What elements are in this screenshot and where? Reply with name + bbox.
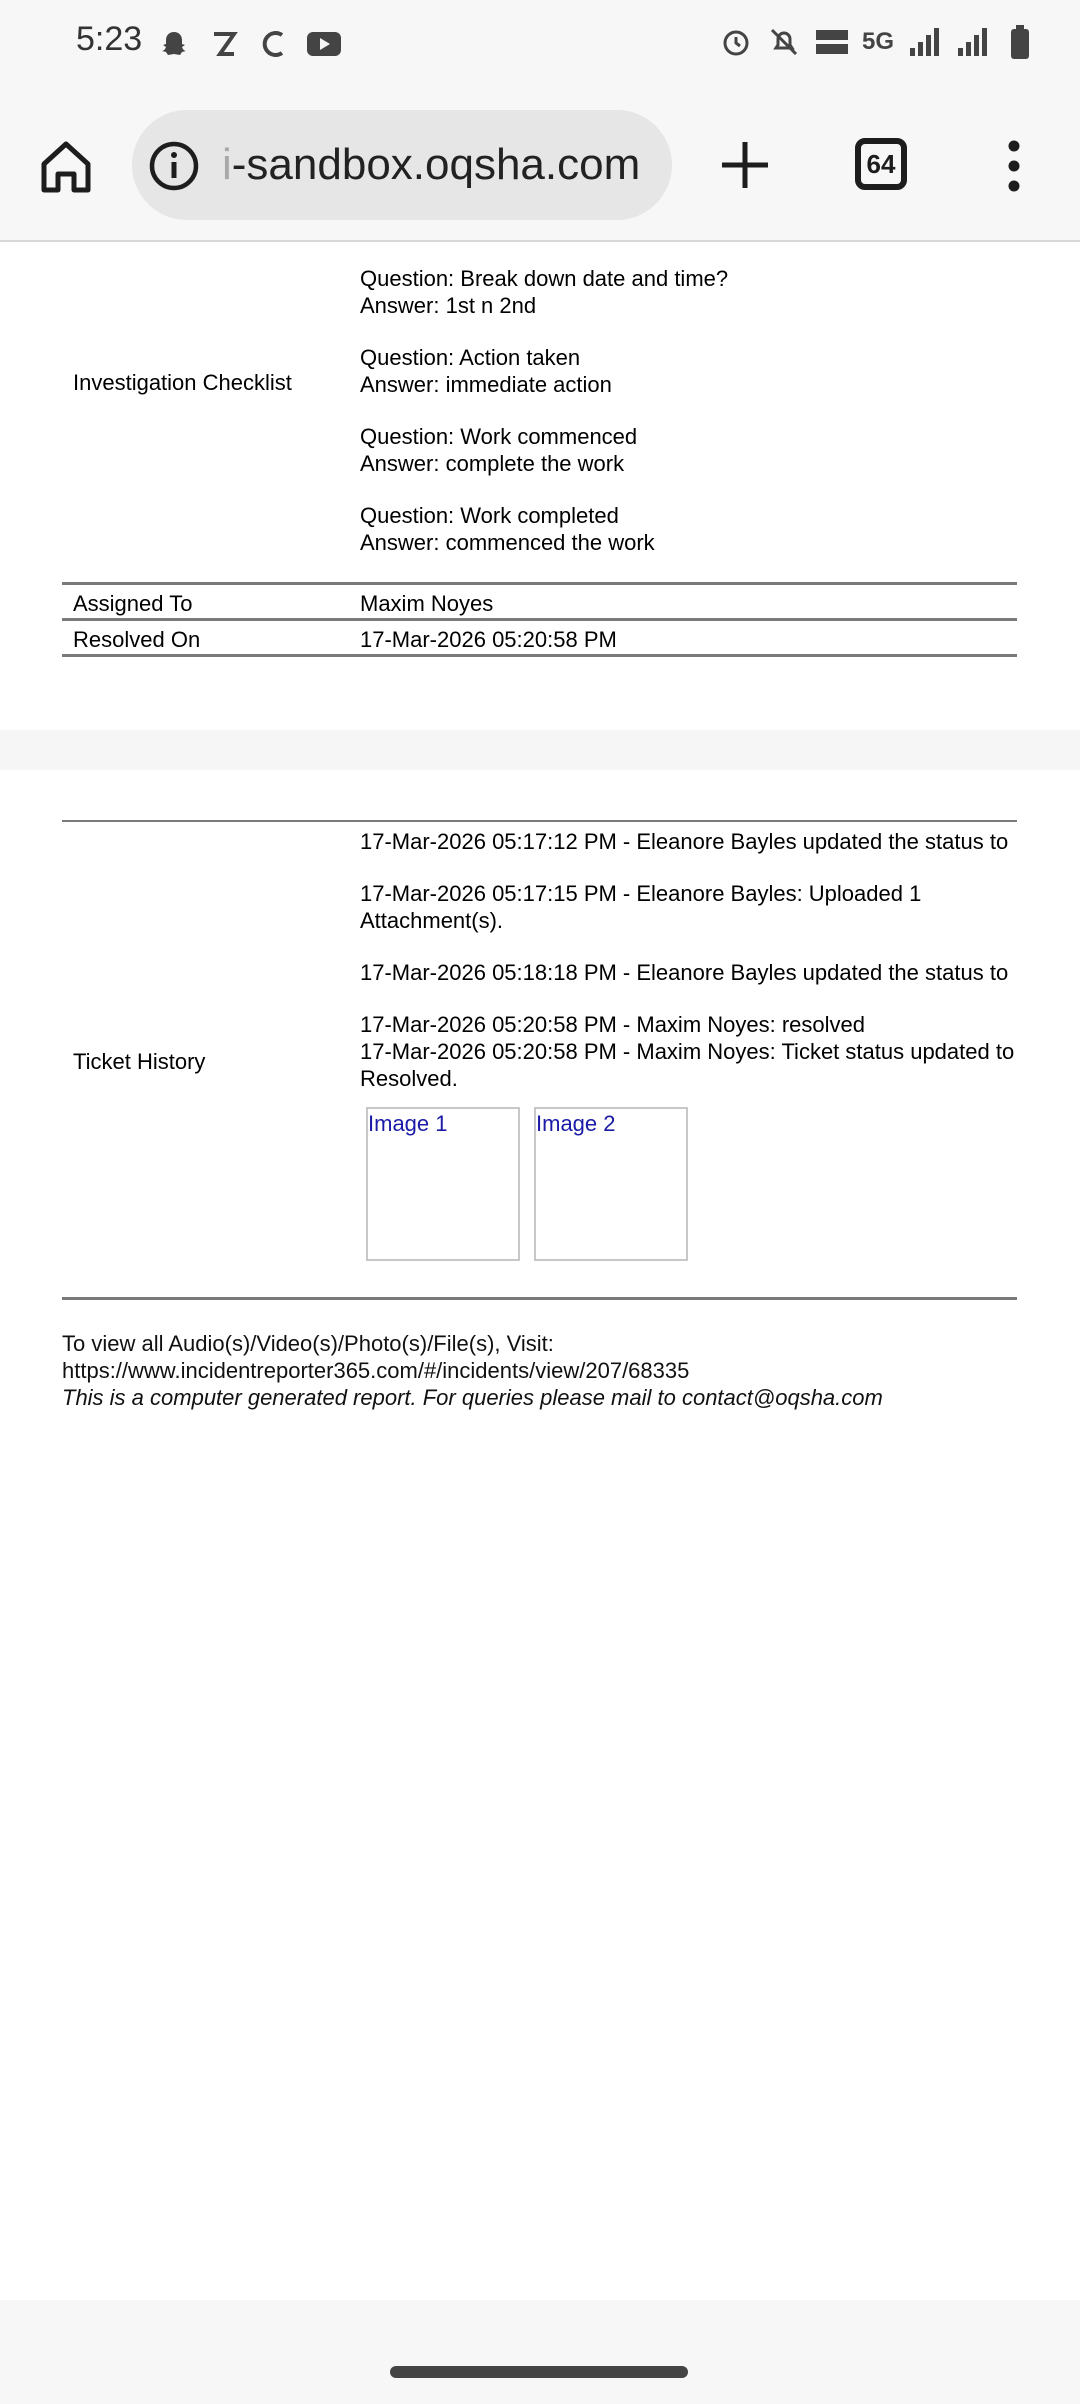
- ticket-history-label: Ticket History: [73, 1049, 206, 1074]
- row-divider: [62, 582, 1017, 585]
- investigation-label: Investigation Checklist: [73, 370, 292, 395]
- browser-toolbar: [0, 88, 1080, 242]
- checklist-item: [360, 265, 728, 319]
- image-link[interactable]: Image 1: [368, 1111, 448, 1136]
- site-info-button[interactable]: [148, 140, 200, 192]
- checklist-item: [360, 423, 728, 477]
- row-divider: [62, 618, 1017, 621]
- youtube-icon: [306, 24, 342, 64]
- row-divider: [62, 654, 1017, 657]
- resolved-on-label: Resolved On: [73, 627, 201, 652]
- image-link[interactable]: Image 2: [536, 1111, 616, 1136]
- volte-icon: [814, 22, 850, 62]
- checklist-items: [360, 265, 728, 581]
- history-entry: 17-Mar-2026 05:17:15 PM - Eleanore Bayles: Uploaded 1 Attachment(s).: [360, 881, 922, 933]
- row-divider: [62, 820, 1017, 822]
- question-text: Question: Break down date and time?: [360, 266, 729, 291]
- answer-text: Answer: immediate action: [360, 372, 612, 397]
- network-type: 5G: [861, 28, 894, 55]
- signal-icon-2: [954, 22, 990, 62]
- new-tab-button[interactable]: [718, 138, 772, 192]
- history-entries: [360, 828, 1020, 1092]
- home-icon: [38, 138, 94, 194]
- checklist-item: [360, 502, 728, 556]
- resolved-on-value: 17-Mar-2026 05:20:58 PM: [360, 627, 617, 652]
- z-app-icon: [206, 24, 242, 64]
- home-gesture-handle[interactable]: [390, 2366, 688, 2378]
- disclaimer-text: This is a computer generated report. For queries please mail to contact@oqsha.com: [62, 1385, 883, 1410]
- checklist-item: [360, 344, 728, 398]
- incident-link[interactable]: https://www.incidentreporter365.com/#/incidents/view/207/68335: [62, 1358, 690, 1383]
- history-entry: 17-Mar-2026 05:20:58 PM - Maxim Noyes: resolved: [360, 1012, 865, 1037]
- address-bar[interactable]: [132, 110, 672, 220]
- status-bar: [0, 0, 1080, 88]
- snapchat-icon: [156, 24, 192, 64]
- tab-switcher-button[interactable]: [855, 138, 907, 190]
- view-all-text: To view all Audio(s)/Video(s)/Photo(s)/File(s), Visit:: [62, 1331, 554, 1356]
- history-entry: 17-Mar-2026 05:17:12 PM - Eleanore Bayles updated the status to: [360, 829, 1009, 854]
- section-separator: [0, 730, 1080, 770]
- question-text: Question: Work completed: [360, 503, 619, 528]
- overflow-menu-button[interactable]: [1000, 138, 1028, 194]
- question-text: Question: Action taken: [360, 345, 581, 370]
- notification-icons: [156, 24, 342, 64]
- question-text: Question: Work commenced: [360, 424, 638, 449]
- history-entry: 17-Mar-2026 05:20:58 PM - Maxim Noyes: Ticket status updated to Resolved.: [360, 1039, 1015, 1091]
- alarm-icon: [718, 22, 754, 62]
- tab-count: 64: [866, 148, 896, 179]
- image-thumbnail[interactable]: [534, 1107, 688, 1261]
- c-app-icon: [256, 24, 292, 64]
- plus-icon: [718, 138, 772, 192]
- more-vert-icon: [1000, 138, 1028, 194]
- report-footer: [62, 1330, 883, 1411]
- answer-text: Answer: 1st n 2nd: [360, 293, 537, 318]
- muted-bell-icon: [766, 22, 802, 62]
- system-nav-bar: [0, 2300, 1080, 2404]
- home-button[interactable]: [38, 138, 94, 194]
- attachment-images: [366, 1107, 688, 1261]
- url-prefix: i: [222, 140, 232, 189]
- signal-icon: [906, 22, 942, 62]
- battery-icon: [1002, 22, 1038, 62]
- history-entry: 17-Mar-2026 05:18:18 PM - Eleanore Bayles updated the status to: [360, 960, 1009, 985]
- status-time: 5:23: [76, 20, 143, 58]
- url-text[interactable]: [222, 140, 640, 190]
- assigned-to-label: Assigned To: [73, 591, 193, 616]
- image-thumbnail[interactable]: [366, 1107, 520, 1261]
- answer-text: Answer: commenced the work: [360, 530, 655, 555]
- url-domain: -sandbox.oqsha.com: [231, 140, 641, 189]
- row-divider: [62, 1297, 1017, 1300]
- info-icon: [148, 140, 200, 192]
- assigned-to-value: Maxim Noyes: [360, 591, 494, 616]
- answer-text: Answer: complete the work: [360, 451, 625, 476]
- system-icons: [718, 22, 1038, 62]
